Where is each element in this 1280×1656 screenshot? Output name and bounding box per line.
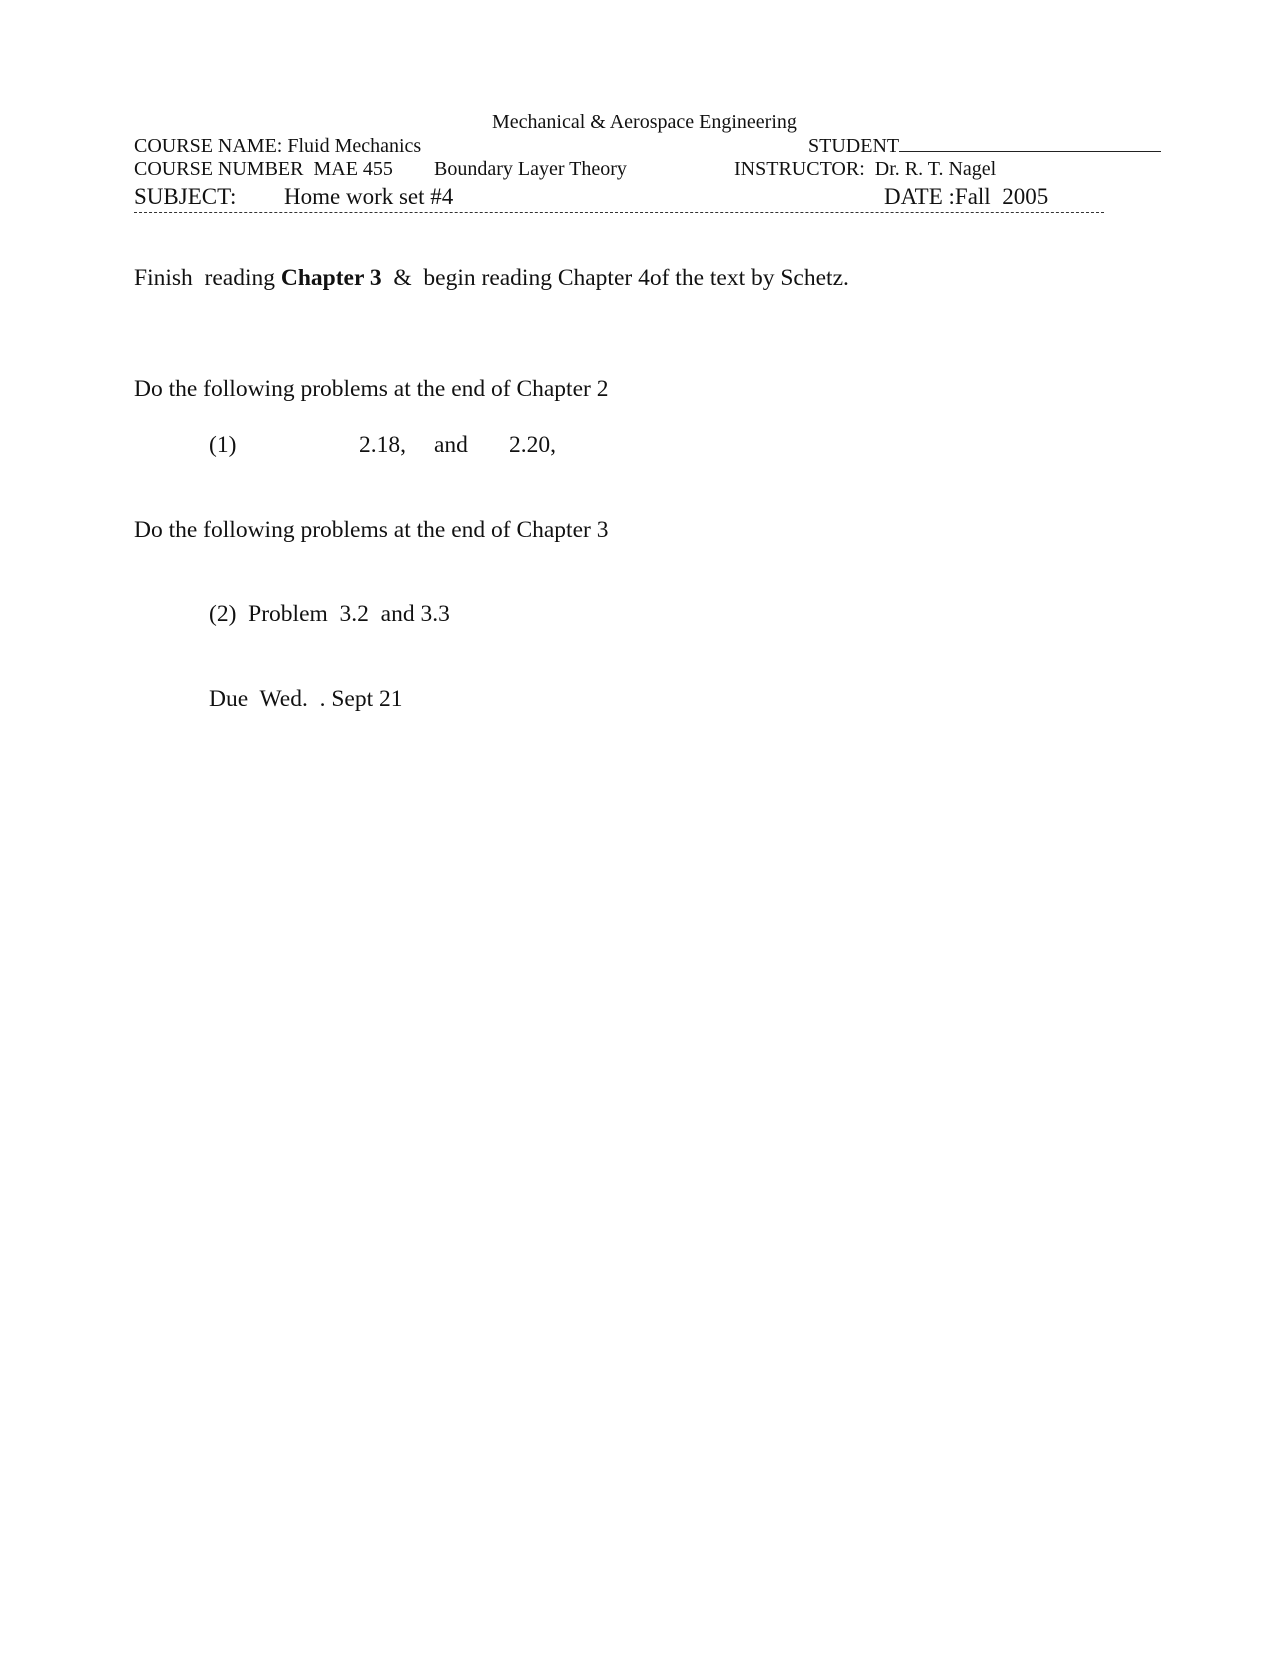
course-number: COURSE NUMBER MAE 455 (134, 158, 393, 180)
section1-item-number: (1) (209, 432, 237, 458)
course-name: COURSE NAME: Fluid Mechanics (134, 135, 422, 157)
student-label: STUDENT (808, 135, 900, 157)
subject-label: SUBJECT: (134, 184, 237, 209)
student-field (808, 135, 1161, 157)
subject-value: Home work set #4 (284, 184, 454, 209)
due-date: Due Wed. . Sept 21 (209, 686, 403, 712)
problem-2-18: 2.18, (359, 432, 406, 458)
course-topic: Boundary Layer Theory (434, 158, 627, 180)
reading-chapter: Chapter 3 (280, 265, 382, 291)
department-title: Mechanical & Aerospace Engineering (492, 111, 797, 133)
date: DATE :Fall 2005 (884, 184, 1049, 209)
section2-heading: Do the following problems at the end of Chapter 3 (134, 517, 609, 543)
conjunction-and: and (434, 432, 468, 458)
reading-assignment (134, 264, 849, 292)
problem-2-20: 2.20, (509, 432, 556, 458)
reading-prefix: Finish reading (134, 265, 281, 291)
reading-suffix: & begin reading Chapter 4of the text by Schetz. (381, 265, 849, 291)
section1-heading: Do the following problems at the end of Chapter 2 (134, 376, 609, 402)
student-blank-line (899, 135, 1161, 152)
instructor: INSTRUCTOR: Dr. R. T. Nagel (734, 158, 997, 180)
section2-item: (2) Problem 3.2 and 3.3 (209, 601, 450, 627)
header-divider (134, 212, 1104, 213)
